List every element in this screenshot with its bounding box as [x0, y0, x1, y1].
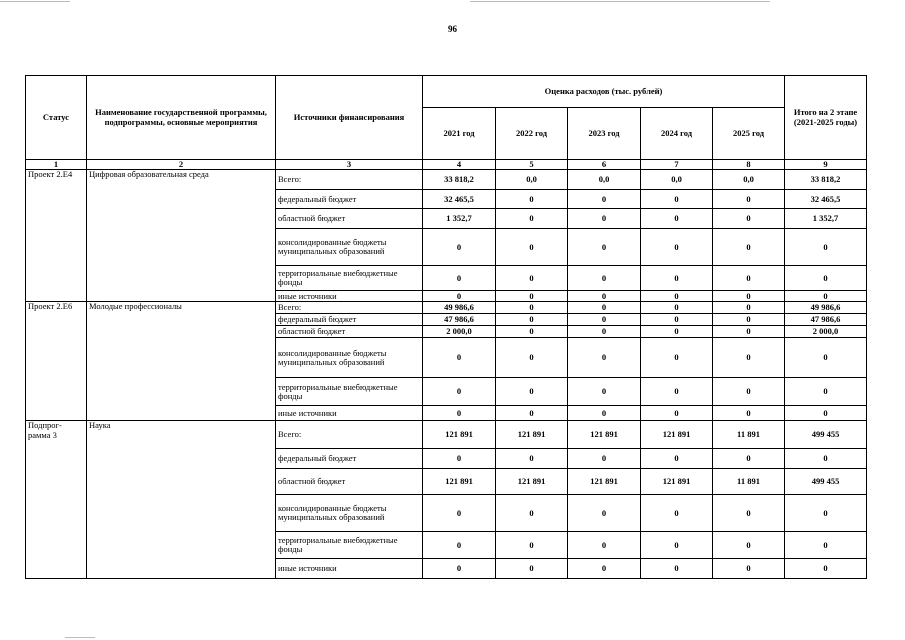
value-cell: 0 [641, 338, 713, 378]
value-cell: 121 891 [496, 421, 568, 449]
value-cell: 0 [568, 559, 641, 579]
source-cell: территориальные внебюджетные фонды [276, 378, 423, 406]
header-name: Наименование государственной программы, подпрограммы, основные мероприятия [87, 76, 276, 160]
value-cell: 121 891 [568, 421, 641, 449]
total-cell: 499 455 [785, 469, 867, 495]
header-status: Статус [26, 76, 87, 160]
header-year: 2023 год [568, 108, 641, 160]
value-cell: 0 [641, 449, 713, 469]
total-cell: 0 [785, 378, 867, 406]
source-cell: федеральный бюджет [276, 314, 423, 326]
source-cell: Всего: [276, 421, 423, 449]
value-cell: 0 [568, 532, 641, 559]
value-cell: 0 [496, 559, 568, 579]
value-cell: 121 891 [423, 469, 496, 495]
value-cell: 0 [641, 302, 713, 314]
column-number: 7 [641, 160, 713, 170]
value-cell: 11 891 [713, 469, 785, 495]
value-cell: 0 [568, 190, 641, 209]
value-cell: 0 [568, 449, 641, 469]
source-cell: территориальные внебюджетные фонды [276, 532, 423, 559]
value-cell: 0 [423, 559, 496, 579]
value-cell: 33 818,2 [423, 170, 496, 190]
source-cell: Всего: [276, 302, 423, 314]
value-cell: 0 [496, 266, 568, 291]
value-cell: 0 [423, 449, 496, 469]
total-cell: 33 818,2 [785, 170, 867, 190]
value-cell: 0 [496, 495, 568, 532]
value-cell: 2 000,0 [423, 326, 496, 338]
name-cell: Молодые профессионалы [87, 302, 276, 421]
source-cell: Всего: [276, 170, 423, 190]
status-cell: Проект 2.Е4 [26, 170, 87, 302]
column-number: 8 [713, 160, 785, 170]
value-cell: 0 [641, 229, 713, 266]
value-cell: 0 [496, 449, 568, 469]
value-cell: 0 [568, 378, 641, 406]
total-cell: 499 455 [785, 421, 867, 449]
value-cell: 0 [568, 266, 641, 291]
total-cell: 0 [785, 495, 867, 532]
value-cell: 0 [568, 406, 641, 421]
value-cell: 0 [496, 190, 568, 209]
total-cell: 49 986,6 [785, 302, 867, 314]
column-number: 6 [568, 160, 641, 170]
total-cell: 0 [785, 338, 867, 378]
total-cell: 0 [785, 449, 867, 469]
header-year: 2025 год [713, 108, 785, 160]
total-cell: 47 986,6 [785, 314, 867, 326]
value-cell: 0 [496, 338, 568, 378]
value-cell: 121 891 [568, 469, 641, 495]
value-cell: 0 [641, 266, 713, 291]
value-cell: 0,0 [568, 170, 641, 190]
value-cell: 0 [641, 314, 713, 326]
value-cell: 0 [641, 326, 713, 338]
value-cell: 0 [423, 495, 496, 532]
value-cell: 0 [568, 338, 641, 378]
source-cell: иные источники [276, 559, 423, 579]
total-cell: 0 [785, 229, 867, 266]
value-cell: 0,0 [713, 170, 785, 190]
value-cell: 0 [423, 229, 496, 266]
source-cell: территориальные внебюджетные фонды [276, 266, 423, 291]
value-cell: 121 891 [641, 421, 713, 449]
value-cell: 0 [496, 326, 568, 338]
source-cell: федеральный бюджет [276, 190, 423, 209]
name-cell: Наука [87, 421, 276, 579]
value-cell: 0 [713, 495, 785, 532]
header-sources: Источники финансирования [276, 76, 423, 160]
value-cell: 0 [568, 314, 641, 326]
value-cell: 0 [496, 406, 568, 421]
scan-edge-line [0, 1, 70, 2]
value-cell: 0 [641, 190, 713, 209]
value-cell: 0 [423, 338, 496, 378]
value-cell: 0 [713, 302, 785, 314]
value-cell: 0 [423, 406, 496, 421]
column-number: 3 [276, 160, 423, 170]
column-number: 9 [785, 160, 867, 170]
total-cell: 0 [785, 406, 867, 421]
column-number: 4 [423, 160, 496, 170]
value-cell: 0 [423, 291, 496, 302]
value-cell: 0 [713, 209, 785, 229]
total-cell: 32 465,5 [785, 190, 867, 209]
total-cell: 0 [785, 532, 867, 559]
value-cell: 49 986,6 [423, 302, 496, 314]
value-cell: 0 [713, 406, 785, 421]
column-number: 5 [496, 160, 568, 170]
total-cell: 0 [785, 291, 867, 302]
value-cell: 0 [641, 559, 713, 579]
value-cell: 0 [641, 532, 713, 559]
value-cell: 32 465,5 [423, 190, 496, 209]
total-cell: 0 [785, 559, 867, 579]
value-cell: 0 [641, 378, 713, 406]
value-cell: 0 [568, 229, 641, 266]
column-number: 1 [26, 160, 87, 170]
value-cell: 0 [713, 449, 785, 469]
value-cell: 0 [423, 266, 496, 291]
status-cell: Подпрог-рамма 3 [26, 421, 87, 579]
table-row [26, 302, 867, 314]
value-cell: 0 [713, 291, 785, 302]
value-cell: 0 [496, 291, 568, 302]
status-cell: Проект 2.Е6 [26, 302, 87, 421]
header-year: 2021 год [423, 108, 496, 160]
column-number: 2 [87, 160, 276, 170]
value-cell: 0 [713, 532, 785, 559]
value-cell: 121 891 [423, 421, 496, 449]
value-cell: 0 [713, 229, 785, 266]
value-cell: 0 [496, 532, 568, 559]
page-number: 96 [448, 24, 457, 34]
header-total: Итого на 2 этапе (2021-2025 годы) [785, 76, 867, 160]
column-number-row [26, 160, 867, 170]
value-cell: 0 [568, 291, 641, 302]
value-cell: 121 891 [496, 469, 568, 495]
table-row [26, 170, 867, 190]
name-cell: Цифровая образовательная среда [87, 170, 276, 302]
value-cell: 0,0 [496, 170, 568, 190]
value-cell: 0 [496, 378, 568, 406]
value-cell: 0 [496, 229, 568, 266]
source-cell: федеральный бюджет [276, 449, 423, 469]
value-cell: 0 [423, 532, 496, 559]
total-cell: 0 [785, 266, 867, 291]
header-year: 2024 год [641, 108, 713, 160]
value-cell: 121 891 [641, 469, 713, 495]
header-year: 2022 год [496, 108, 568, 160]
value-cell: 0 [713, 338, 785, 378]
value-cell: 47 986,6 [423, 314, 496, 326]
value-cell: 0 [713, 378, 785, 406]
value-cell: 0,0 [641, 170, 713, 190]
value-cell: 0 [496, 209, 568, 229]
total-cell: 2 000,0 [785, 326, 867, 338]
scan-edge-line [65, 637, 95, 638]
value-cell: 0 [641, 291, 713, 302]
source-cell: иные источники [276, 291, 423, 302]
value-cell: 0 [713, 190, 785, 209]
source-cell: областной бюджет [276, 469, 423, 495]
table-row [26, 421, 867, 449]
source-cell: иные источники [276, 406, 423, 421]
value-cell: 0 [568, 495, 641, 532]
header-estimate: Оценка расходов (тыс. рублей) [423, 76, 785, 108]
source-cell: консолидированные бюджеты муниципальных образований [276, 229, 423, 266]
value-cell: 1 352,7 [423, 209, 496, 229]
value-cell: 0 [568, 209, 641, 229]
budget-table [25, 75, 867, 579]
source-cell: областной бюджет [276, 326, 423, 338]
value-cell: 0 [496, 302, 568, 314]
value-cell: 0 [641, 406, 713, 421]
value-cell: 0 [423, 378, 496, 406]
value-cell: 0 [641, 209, 713, 229]
value-cell: 0 [713, 326, 785, 338]
value-cell: 0 [713, 314, 785, 326]
source-cell: консолидированные бюджеты муниципальных образований [276, 338, 423, 378]
value-cell: 0 [568, 302, 641, 314]
value-cell: 0 [713, 266, 785, 291]
source-cell: консолидированные бюджеты муниципальных образований [276, 495, 423, 532]
source-cell: областной бюджет [276, 209, 423, 229]
scan-edge-line [470, 1, 770, 2]
value-cell: 0 [568, 326, 641, 338]
value-cell: 0 [496, 314, 568, 326]
value-cell: 0 [713, 559, 785, 579]
total-cell: 1 352,7 [785, 209, 867, 229]
value-cell: 0 [641, 495, 713, 532]
value-cell: 11 891 [713, 421, 785, 449]
